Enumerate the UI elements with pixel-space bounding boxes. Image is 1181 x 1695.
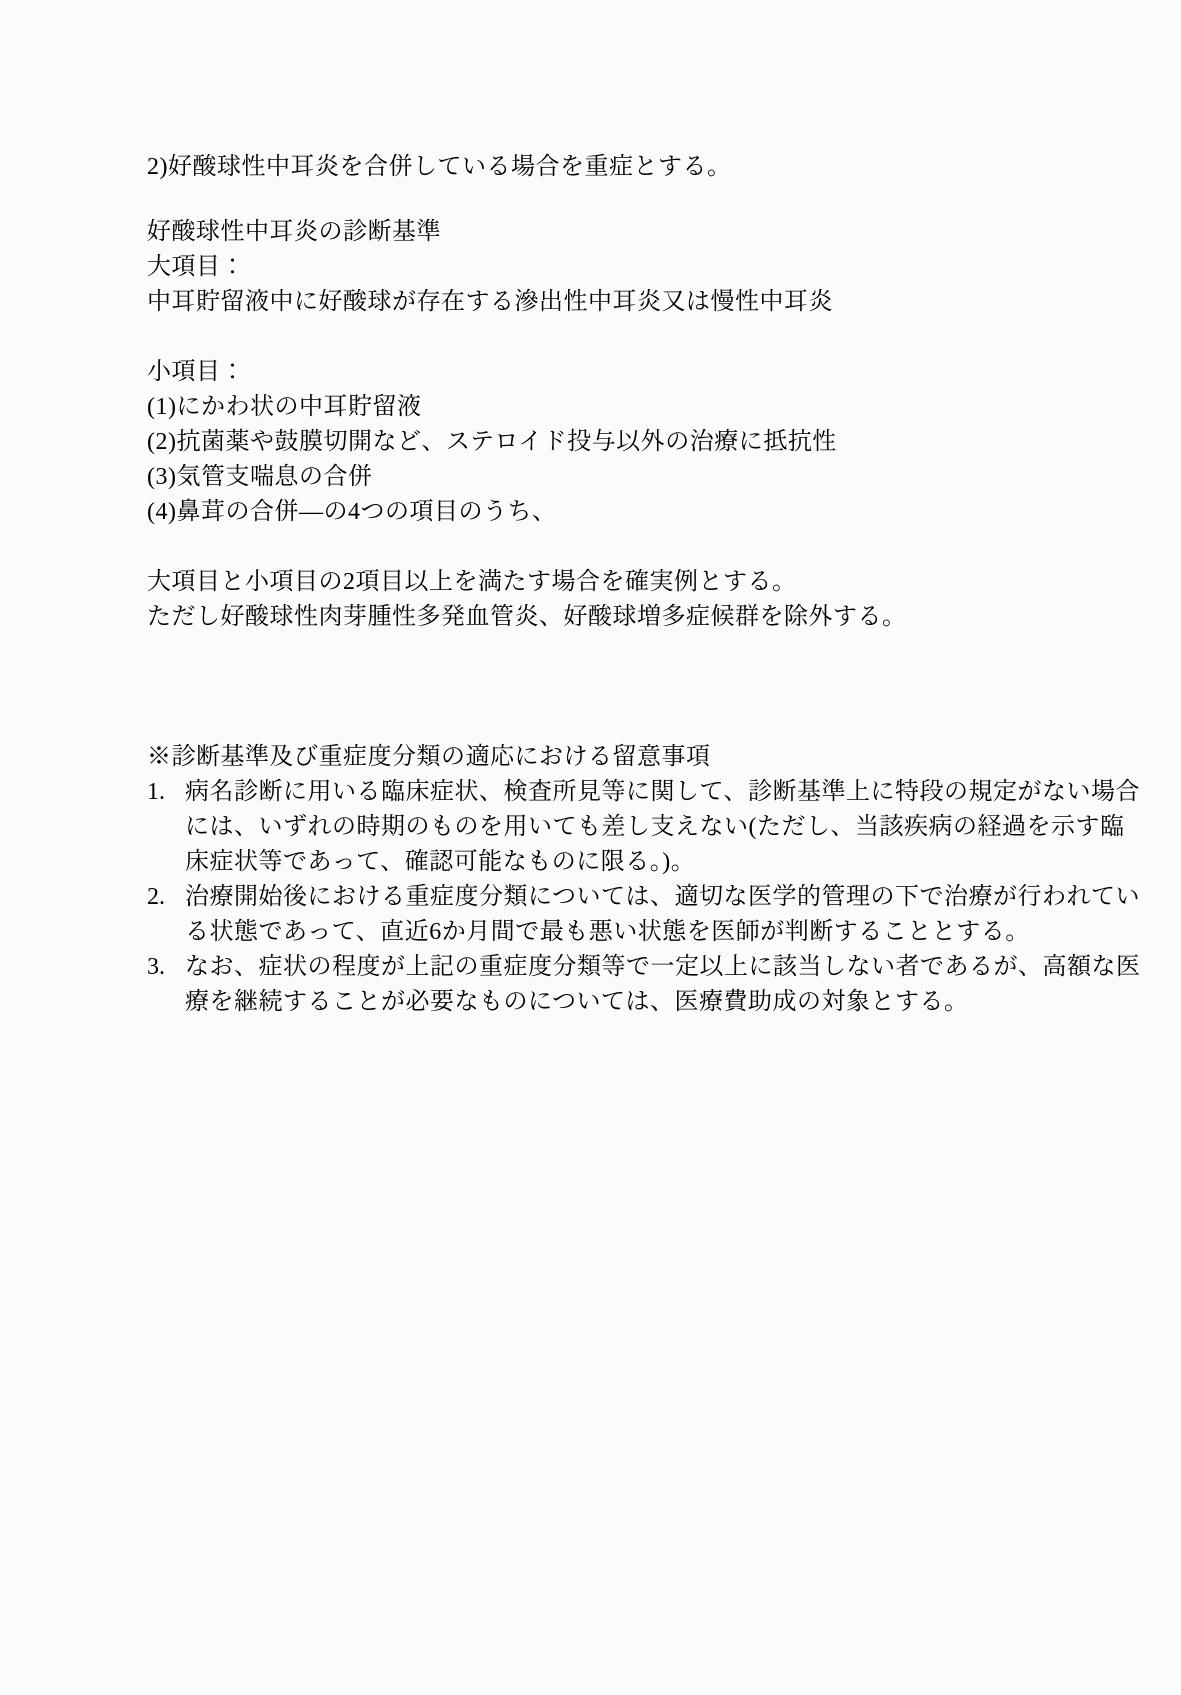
severity-rule-line: 2)好酸球性中耳炎を合併している場合を重症とする。 — [147, 154, 732, 180]
minor-criteria-item-3: (3)気管支喘息の合併 — [147, 464, 373, 490]
blank-section-gap — [147, 635, 1133, 740]
note-item-3 — [147, 950, 1141, 985]
minor-criteria-item-1: (1)にかわ状の中耳貯留液 — [147, 394, 422, 420]
minor-criteria-item-4: (4)鼻茸の合併―の4つの項目のうち、 — [147, 499, 557, 525]
note-item-2-text: 治療開始後における重症度分類については、適切な医学的管理の下で治療が行われてい — [185, 884, 1141, 910]
definite-case-line: 大項目と小項目の2項目以上を満たす場合を確実例とする。 — [147, 569, 797, 595]
minor-criteria-label: 小項目： — [147, 359, 245, 385]
note-item-1 — [147, 775, 1141, 810]
major-criteria-item: 中耳貯留液中に好酸球が存在する滲出性中耳炎又は慢性中耳炎 — [147, 289, 833, 315]
blank-line — [147, 185, 1133, 215]
minor-criteria-item-2: (2)抗菌薬や鼓膜切開など、ステロイド投与以外の治療に抵抗性 — [147, 429, 837, 455]
note-item-3-number: 3. — [147, 954, 165, 980]
exclusion-line: ただし好酸球性肉芽腫性多発血管炎、好酸球増多症候群を除外する。 — [147, 604, 907, 630]
note-item-2-cont: る状態であって、直近6か月間で最も悪い状態を医師が判断することとする。 — [185, 919, 1030, 945]
diagnosis-title: 好酸球性中耳炎の診断基準 — [147, 219, 441, 245]
blank-line — [147, 320, 1133, 355]
major-criteria-label: 大項目： — [147, 254, 245, 280]
note-item-3-text: なお、症状の程度が上記の重症度分類等で一定以上に該当しない者であるが、高額な医 — [185, 954, 1141, 980]
note-item-1-number: 1. — [147, 779, 165, 805]
note-item-1-cont: 床症状等であって、確認可能なものに限る。)。 — [185, 849, 696, 875]
note-item-2-number: 2. — [147, 884, 165, 910]
note-item-1-cont: には、いずれの時期のものを用いても差し支えない(ただし、当該疾病の経過を示す臨 — [185, 814, 1125, 840]
notes-heading: ※診断基準及び重症度分類の適応における留意事項 — [147, 744, 711, 770]
note-item-1-text: 病名診断に用いる臨床症状、検査所見等に関して、診断基準上に特段の規定がない場合 — [185, 779, 1141, 805]
note-item-2 — [147, 880, 1141, 915]
note-item-3-cont: 療を継続することが必要なものについては、医療費助成の対象とする。 — [185, 989, 969, 1015]
blank-line — [147, 530, 1133, 565]
